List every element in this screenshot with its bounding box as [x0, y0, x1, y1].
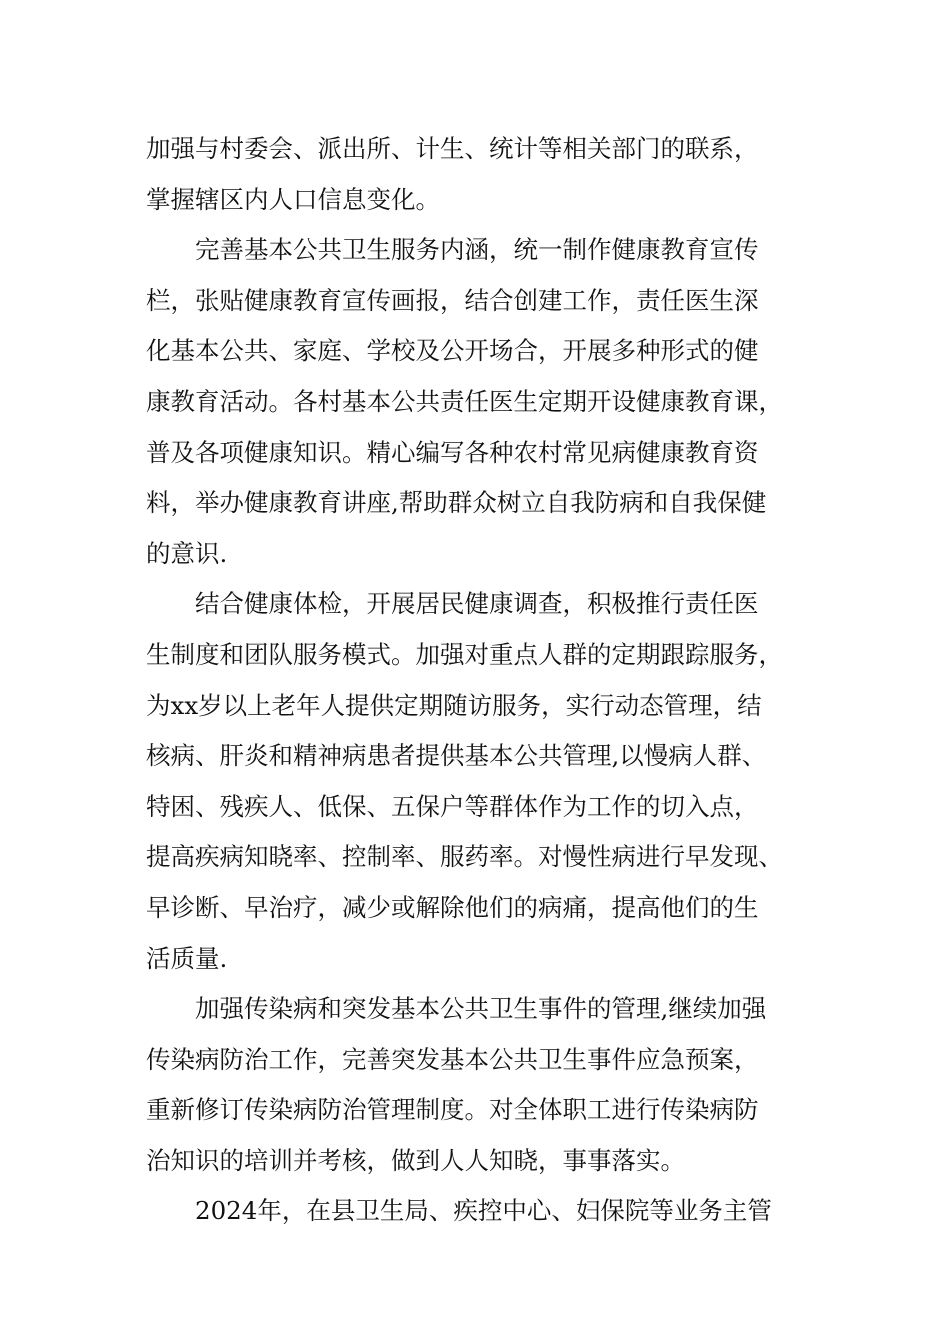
text-line: 的意识. — [146, 538, 228, 568]
document-body — [146, 124, 806, 1237]
text-line: 掌握辖区内人口信息变化。 — [146, 184, 440, 214]
text-line: 提高疾病知晓率、控制率、服药率。对慢性病进行早发现、 — [146, 842, 783, 872]
text-line: 重新修订传染病防治管理制度。对全体职工进行传染病防 — [146, 1095, 759, 1125]
text-line: 治知识的培训并考核，做到人人知晓，事事落实。 — [146, 1145, 685, 1175]
text-line: 化基本公共、家庭、学校及公开场合，开展多种形式的健 — [146, 336, 759, 366]
text-line: 传染病防治工作，完善突发基本公共卫生事件应急预案， — [146, 1044, 759, 1074]
text-line: 活质量. — [146, 943, 228, 973]
text-line: 核病、肝炎和精神病患者提供基本公共管理,以慢病人群、 — [146, 741, 767, 771]
text-line: 康教育活动。各村基本公共责任医生定期开设健康教育课， — [146, 386, 783, 416]
text-line: 普及各项健康知识。精心编写各种农村常见病健康教育资 — [146, 437, 759, 467]
text-line: 为xx岁以上老年人提供定期随访服务，实行动态管理，结 — [146, 690, 762, 720]
paragraph-first-line: 完善基本公共卫生服务内涵，统一制作健康教育宣传 — [195, 235, 759, 265]
text-line: 早诊断、早治疗，减少或解除他们的病痛，提高他们的生 — [146, 892, 759, 922]
text-line: 生制度和团队服务模式。加强对重点人群的定期跟踪服务， — [146, 639, 783, 669]
paragraph-first-line: 加强传染病和突发基本公共卫生事件的管理,继续加强 — [195, 994, 767, 1024]
text-line: 加强与村委会、派出所、计生、统计等相关部门的联系， — [146, 134, 759, 163]
paragraph-first-line: 2024年，在县卫生局、疾控中心、妇保院等业务主管 — [195, 1196, 772, 1226]
text-line: 栏，张贴健康教育宣传画报，结合创建工作，责任医生深 — [146, 285, 759, 315]
paragraph-first-line: 结合健康体检，开展居民健康调查，积极推行责任医 — [195, 589, 759, 619]
text-line: 特困、残疾人、低保、五保户等群体作为工作的切入点， — [146, 791, 759, 821]
text-line: 料，举办健康教育讲座,帮助群众树立自我防病和自我保健 — [146, 488, 767, 518]
